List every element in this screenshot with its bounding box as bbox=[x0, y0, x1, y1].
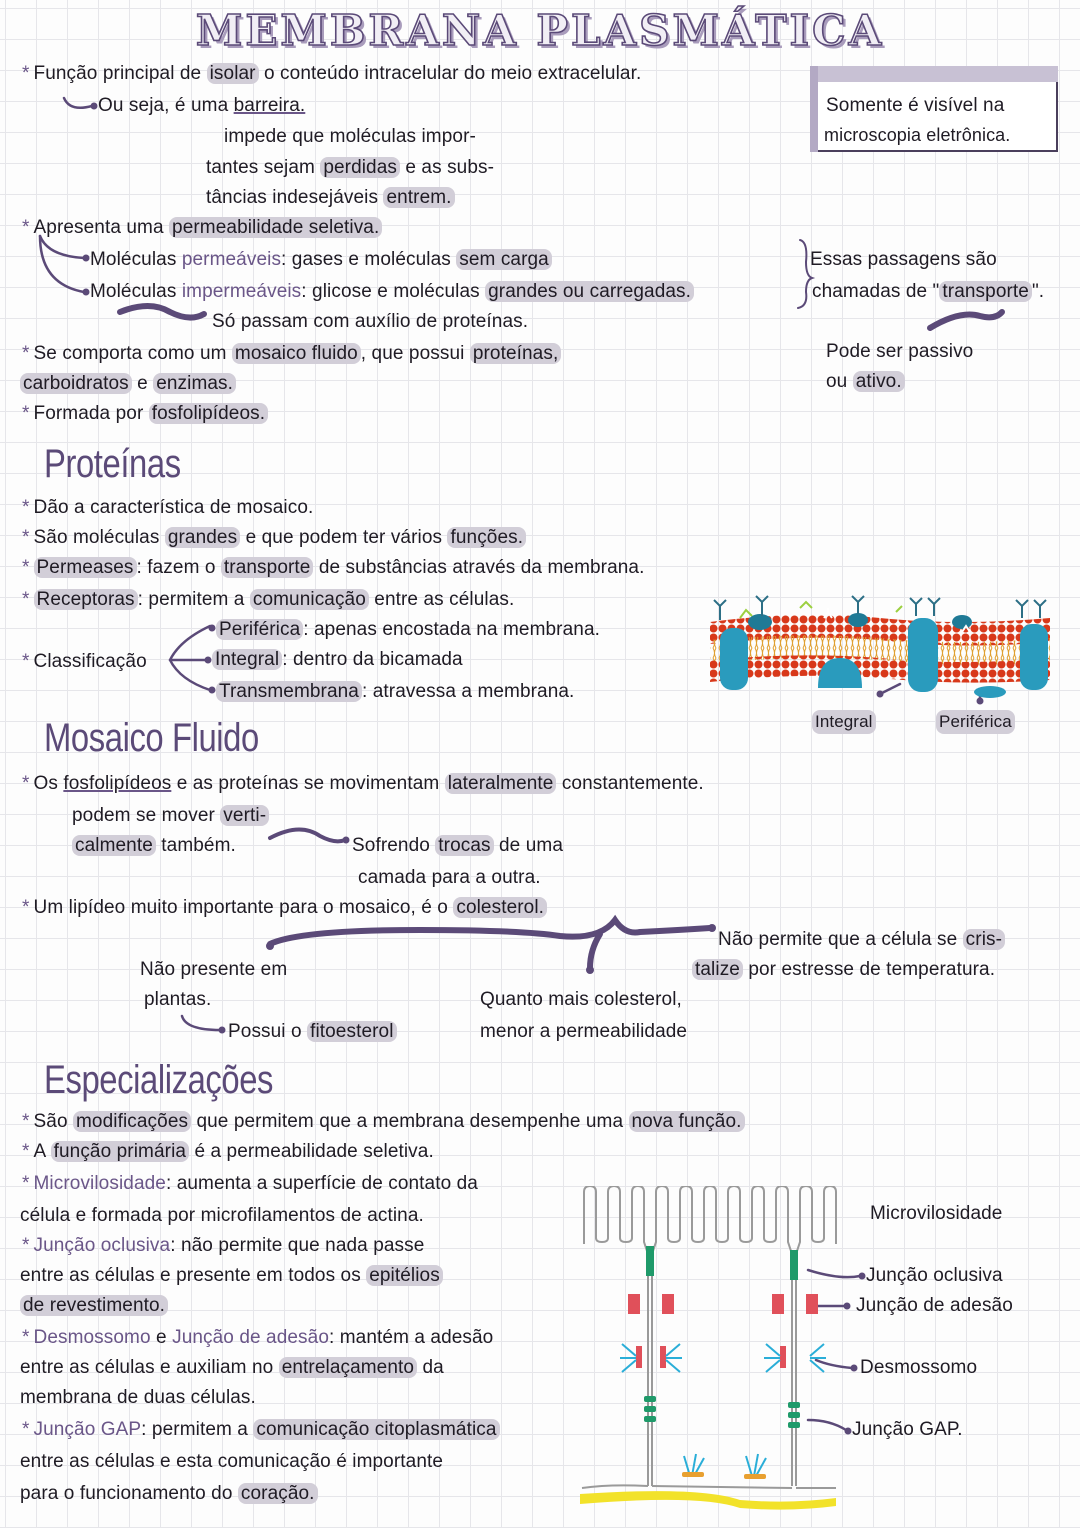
note-line-1: Somente é visível na bbox=[826, 95, 1005, 116]
gap-junction-line-1: * Junção GAP: permitem a comunicação citoplasmática bbox=[22, 1418, 500, 1442]
proteins-bullet-1: * Dão a característica de mosaico. bbox=[22, 497, 314, 518]
tight-junction-line-2: entre as células e presente em todos os epitélios bbox=[20, 1264, 443, 1288]
intro-line-3: impede que moléculas impor- bbox=[224, 126, 476, 147]
exchange-note-1: Sofrendo trocas de uma bbox=[352, 835, 563, 856]
passive-note-2: ou ativo. bbox=[826, 370, 905, 394]
proteins-bullet-4: * Receptoras : permitem a comunicação entre as células. bbox=[22, 589, 515, 610]
intro-line-2: Ou seja, é uma barreira. bbox=[98, 95, 306, 116]
cell-junctions-figure bbox=[580, 1186, 850, 1516]
note-line-2: microscopia eletrônica. bbox=[824, 125, 1011, 145]
microvilli-line-1: * Microvilosidade: aumenta a superfície de contato da bbox=[22, 1173, 478, 1194]
fluid-line-1: * Os fosfolipídeos e as proteínas se movimentam lateralmente constantemente. bbox=[22, 773, 704, 794]
figure-label-desmosome: Desmossomo bbox=[860, 1357, 978, 1378]
permeability-line: * Apresenta uma permeabilidade seletiva. bbox=[22, 216, 382, 240]
gap-junction-line-3: para o funcionamento do coração. bbox=[20, 1482, 318, 1506]
vertical-move-1: podem se mover verti- bbox=[72, 804, 269, 828]
exchange-note-2: camada para a outra. bbox=[358, 867, 541, 888]
transport-note-2: chamadas de " transporte ". bbox=[812, 281, 1045, 302]
phytosterol-note: Possui o fitoesterol bbox=[228, 1020, 397, 1044]
classification-label: * Classificação bbox=[22, 651, 147, 672]
permeability-note-2: menor a permeabilidade bbox=[480, 1021, 688, 1042]
figure-label-gap-junction: Junção GAP. bbox=[852, 1419, 963, 1440]
desmosome-line-1: * Desmossomo e Junção de adesão: mantém a adesão bbox=[22, 1327, 494, 1348]
heading-proteins: Proteínas bbox=[44, 442, 181, 486]
heading-fluid-mosaic: Mosaico Fluido bbox=[44, 716, 259, 760]
not-in-plants-1: Não presente em bbox=[140, 959, 288, 980]
class-transmembrane: Transmembrana : atravessa a membrana. bbox=[216, 680, 574, 704]
mosaic-line-1: * Se comporta como um mosaico fluido , que possui proteínas, bbox=[22, 342, 561, 366]
crystallize-note-2: talize por estresse de temperatura. bbox=[692, 958, 995, 982]
crystallize-note-1: Não permite que a célula se cris- bbox=[718, 928, 1005, 952]
tight-junction-line-1: * Junção oclusiva: não permite que nada passe bbox=[22, 1235, 425, 1256]
gap-junction-line-2: entre as células e esta comunicação é importante bbox=[20, 1451, 444, 1472]
figure-label-tight-junction: Junção oclusiva bbox=[866, 1265, 1003, 1286]
transport-note-1: Essas passagens são bbox=[810, 249, 997, 270]
figure-label-microvilli: Microvilosidade bbox=[870, 1203, 1003, 1224]
microvilli-line-2: célula e formada por microfilamentos de actina. bbox=[20, 1205, 424, 1226]
figure-label-peripheral: Periférica bbox=[936, 710, 1015, 734]
class-peripheral: Periférica : apenas encostada na membrana. bbox=[216, 618, 600, 642]
desmosome-line-2: entre as células e auxiliam no entrelaçamento da bbox=[20, 1357, 444, 1378]
class-integral: Integral : dentro da bicamada bbox=[212, 648, 463, 672]
permeable-molecules: Moléculas permeáveis: gases e moléculas sem carga bbox=[90, 248, 552, 272]
cholesterol-line: * Um lipídeo muito importante para o mosaico, é o colesterol. bbox=[22, 896, 547, 920]
mosaic-line-2: carboidratos e enzimas. bbox=[20, 372, 236, 396]
tight-junction-line-3: de revestimento. bbox=[20, 1294, 168, 1318]
figure-label-integral: Integral bbox=[812, 710, 876, 734]
heading-specializations: Especializações bbox=[44, 1058, 274, 1102]
impermeable-molecules: Moléculas impermeáveis: glicose e moléculas grandes ou carregadas. bbox=[90, 280, 694, 304]
intro-line-5: tâncias indesejáveis entrem. bbox=[206, 186, 455, 210]
only-proteins-note: Só passam com auxílio de proteínas. bbox=[212, 311, 529, 332]
passive-note-1: Pode ser passivo bbox=[826, 341, 974, 362]
page-title: MEMBRANA PLASMÁTICA bbox=[195, 6, 885, 55]
not-in-plants-2: plantas. bbox=[144, 989, 212, 1010]
proteins-bullet-2: * São moléculas grandes e que podem ter vários funções. bbox=[22, 526, 526, 550]
membrane-bilayer-figure bbox=[700, 588, 1060, 698]
proteins-bullet-3: * Permeases : fazem o transporte de substâncias através da membrana. bbox=[22, 557, 645, 578]
spec-line-2: * A função primária é a permeabilidade seletiva. bbox=[22, 1141, 434, 1162]
vertical-move-2: calmente também. bbox=[72, 834, 236, 858]
intro-line-4: tantes sejam perdidas e as subs- bbox=[206, 157, 495, 178]
desmosome-line-3: membrana de duas células. bbox=[20, 1387, 256, 1408]
intro-line-1: * Função principal de isolar o conteúdo intracelular do meio extracelular. bbox=[22, 63, 642, 84]
spec-line-1: * São modificações que permitem que a membrana desempenhe uma nova função. bbox=[22, 1110, 745, 1134]
permeability-note-1: Quanto mais colesterol, bbox=[480, 989, 682, 1010]
mosaic-line-3: * Formada por fosfolipídeos. bbox=[22, 402, 268, 426]
figure-label-adherens-junction: Junção de adesão bbox=[856, 1295, 1013, 1316]
